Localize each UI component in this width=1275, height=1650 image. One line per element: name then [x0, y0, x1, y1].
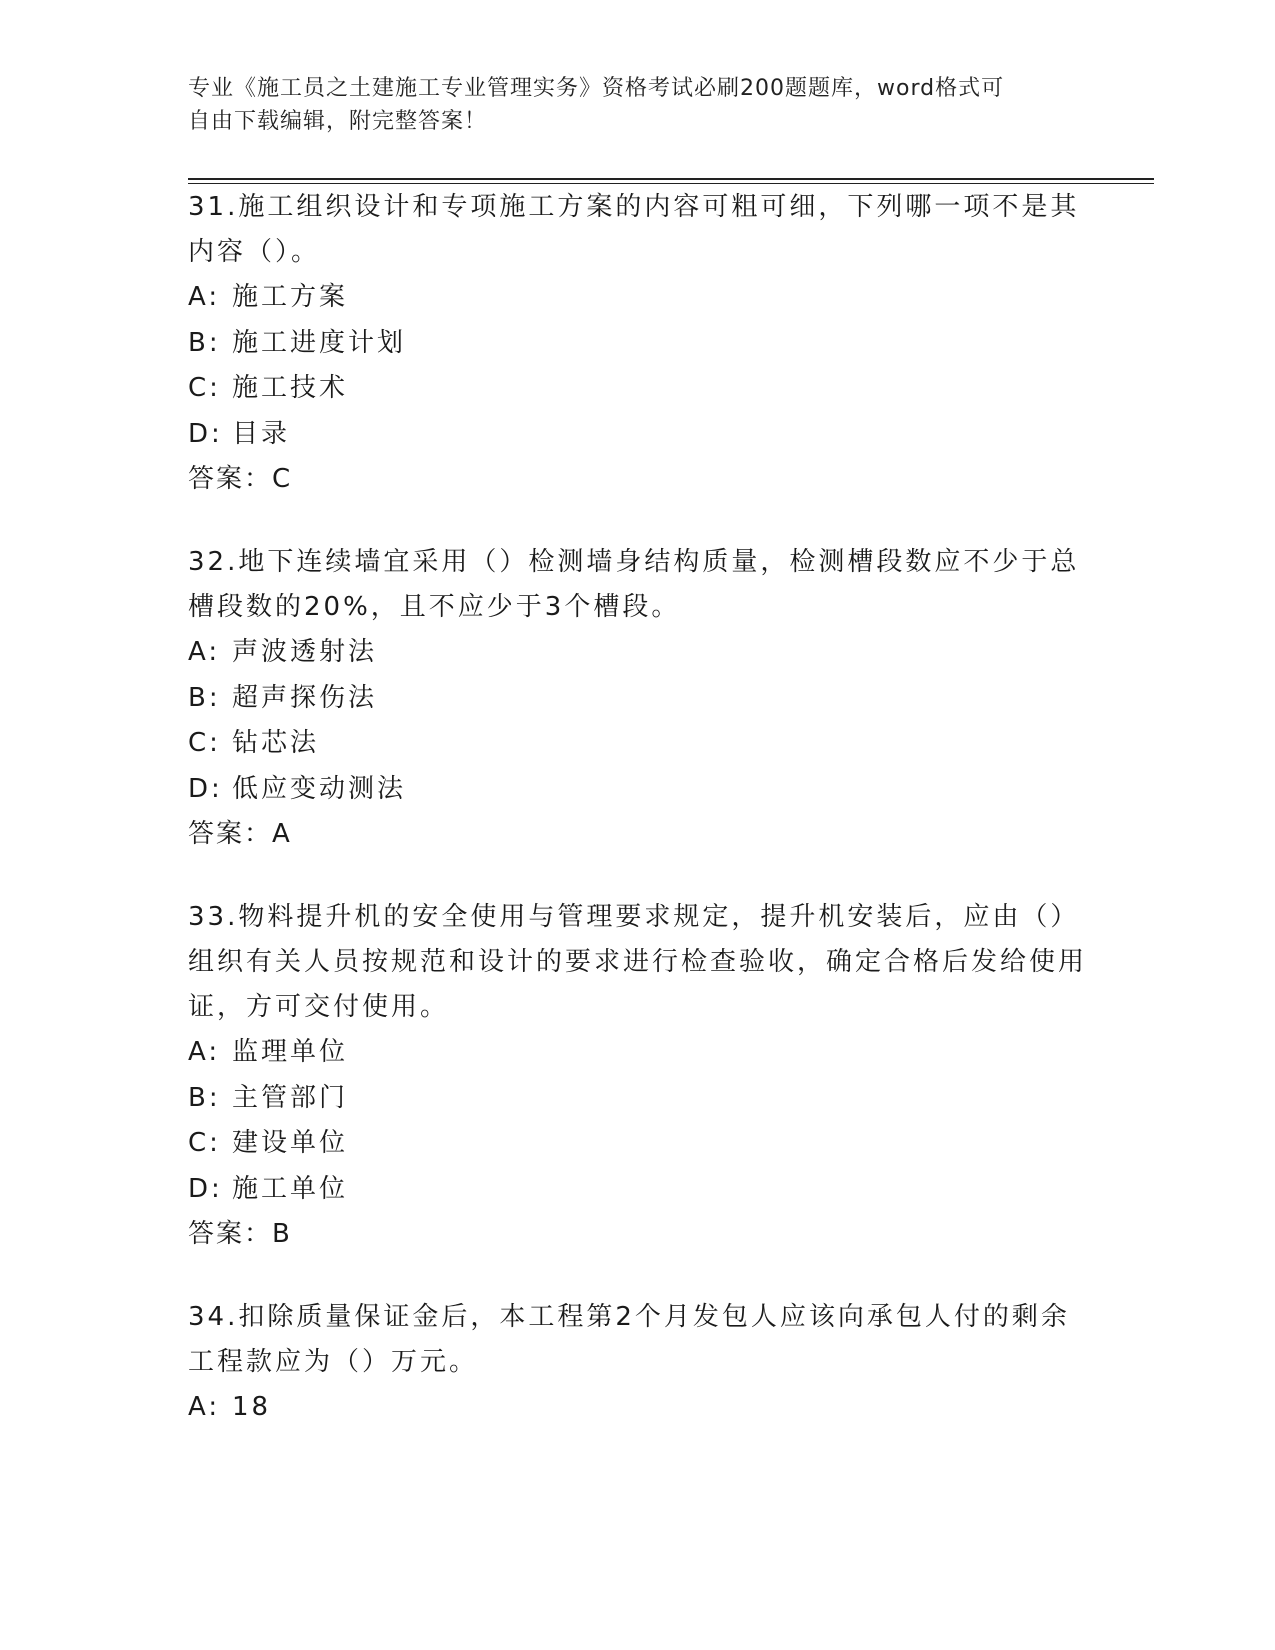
option-b — [188, 1076, 1088, 1122]
question-text: 32.地下连续墙宜采用（）检测墙身结构质量，检测槽段数应不少于总槽段数的20%，且不应少于3个槽段。 — [188, 547, 1080, 622]
option-key: C: — [188, 373, 221, 403]
option-text: 施工技术 — [232, 373, 349, 403]
option-c — [188, 721, 1088, 767]
option-key: D: — [188, 1173, 223, 1204]
option-key: A: — [188, 637, 221, 667]
option-a — [188, 1385, 1088, 1431]
option-text: 施工进度计划 — [232, 327, 407, 358]
option-b — [188, 676, 1088, 722]
option-a — [188, 630, 1088, 676]
option-text: 施工单位 — [232, 1173, 349, 1204]
option-text: 施工方案 — [232, 282, 349, 312]
document-header — [188, 72, 1088, 138]
option-a — [188, 275, 1088, 321]
option-key: B: — [188, 682, 221, 713]
question-33 — [188, 895, 1088, 1257]
option-key: B: — [188, 327, 221, 358]
question-text: 31.施工组织设计和专项施工方案的内容可粗可细，下列哪一项不是其内容（）。 — [188, 192, 1080, 267]
option-text: 监理单位 — [232, 1037, 349, 1067]
header-rule-thick — [188, 178, 1154, 180]
option-text: 目录 — [232, 418, 291, 449]
option-c — [188, 1121, 1088, 1167]
option-key: A: — [188, 282, 221, 312]
option-text: 建设单位 — [232, 1128, 349, 1158]
question-list — [188, 185, 1088, 1469]
question-32 — [188, 540, 1088, 857]
header-rule-thin — [188, 183, 1154, 184]
option-text: 钻芯法 — [232, 728, 320, 758]
option-b — [188, 321, 1088, 367]
question-text: 33.物料提升机的安全使用与管理要求规定，提升机安装后，应由（）组织有关人员按规范和设计的要求进行检查验收，确定合格后发给使用证，方可交付使用。 — [188, 902, 1088, 1022]
option-key: A: — [188, 1037, 221, 1067]
option-key: D: — [188, 773, 223, 804]
option-d — [188, 412, 1088, 458]
option-key: C: — [188, 728, 221, 758]
option-c — [188, 366, 1088, 412]
option-text: 声波透射法 — [232, 637, 378, 667]
header-line-1: 专业《施工员之土建施工专业管理实务》资格考试必刷200题题库，word格式可 — [188, 76, 1005, 101]
option-d — [188, 1167, 1088, 1213]
option-text: 18 — [232, 1392, 272, 1422]
option-text: 主管部门 — [232, 1082, 349, 1113]
option-key: C: — [188, 1128, 221, 1158]
answer-line: 答案：A — [188, 819, 292, 849]
option-text: 低应变动测法 — [232, 773, 407, 804]
question-34 — [188, 1295, 1088, 1431]
option-text: 超声探伤法 — [232, 682, 378, 713]
option-key: A: — [188, 1392, 221, 1422]
option-key: B: — [188, 1082, 221, 1113]
question-31 — [188, 185, 1088, 502]
option-a — [188, 1030, 1088, 1076]
question-text: 34.扣除质量保证金后，本工程第2个月发包人应该向承包人付的剩余工程款应为（）万元。 — [188, 1302, 1070, 1377]
answer-line: 答案：C — [188, 464, 293, 494]
option-key: D: — [188, 418, 223, 449]
header-line-2: 自由下载编辑，附完整答案！ — [188, 109, 488, 134]
option-d — [188, 767, 1088, 813]
answer-line: 答案：B — [188, 1219, 292, 1249]
